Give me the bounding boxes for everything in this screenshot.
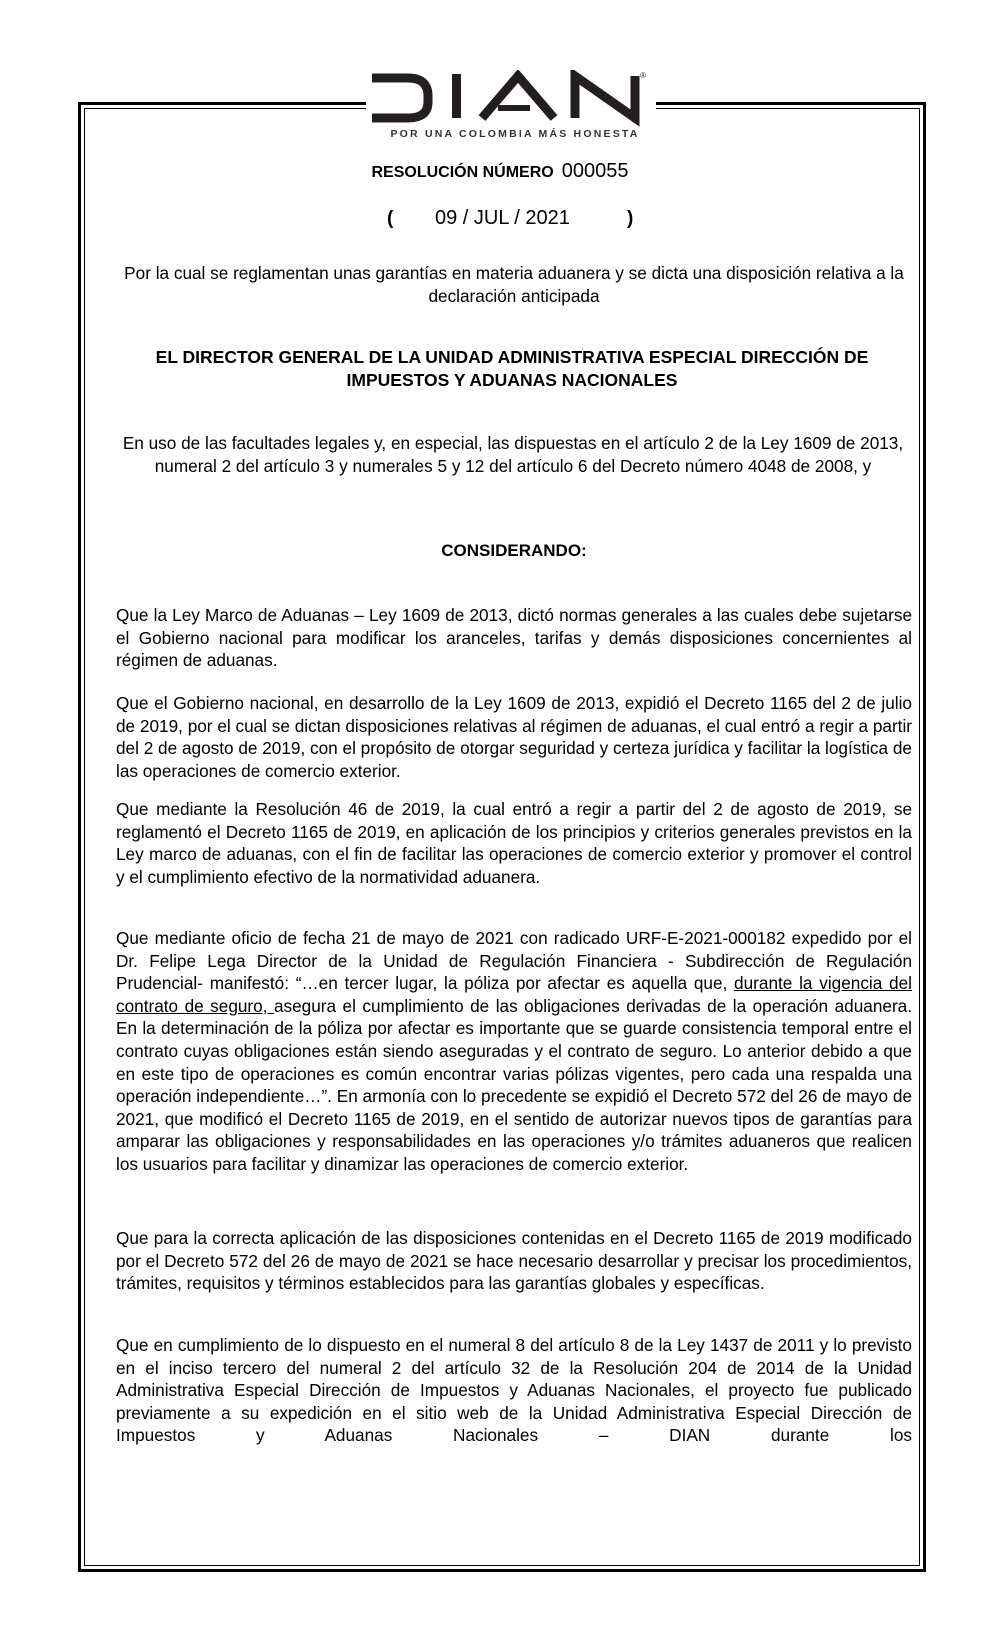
considerando-heading: CONSIDERANDO: bbox=[441, 541, 587, 560]
paragraph-text bbox=[116, 927, 912, 1176]
date-close-paren: ) bbox=[627, 208, 634, 229]
paragraph-1 bbox=[116, 604, 912, 672]
registered-mark: ® bbox=[640, 71, 646, 80]
resolution-label: RESOLUCIÓN NÚMERO bbox=[371, 164, 554, 181]
paragraph-text: Que para la correcta aplicación de las disposiciones contenidas en el Decreto 1165 de 2019 modificado por el Decreto 572 del 26 de mayo de 2021 se hace necesario desarrollar y precisar los procedimientos, trámites, requisitos y términos establecidos para las garantías globales y específicas. bbox=[116, 1228, 912, 1294]
paragraph-2 bbox=[116, 692, 912, 782]
resolution-number: 000055 bbox=[561, 160, 629, 182]
resolution-date-line bbox=[387, 207, 637, 237]
dian-logo-mark bbox=[370, 70, 660, 130]
paragraph-4-after: asegura el cumplimiento de las obligaciones derivadas de la operación aduanera. En la determinación de la póliza por afectar es importante que se guarde consistencia temporal entre el contrato cuyas obligaciones están siendo aseguradas y el contrato de seguro. Lo anterior debido a que en este tipo de operaciones es común encontrar varias pólizas vigentes, pero cada una respalda una operación independiente…”. En armonía con lo precedente se expidió el Decreto 572 del 26 de mayo de 2021, que modificó el Decreto 1165 de 2019, en el sentido de autorizar nuevos tipos de garantías para amparar las obligaciones y responsabilidades en las operaciones y/o trámites aduaneros que realicen los usuarios para facilitar y dinamizar las operaciones de comercio exterior. bbox=[116, 995, 912, 1174]
paragraph-3 bbox=[116, 798, 912, 888]
legal-powers: En uso de las facultades legales y, en especial, las dispuestas en el artículo 2 de la Ley 1609 de 2013, numeral 2 del artículo 3 y numerales 5 y 12 del artículo 6 del Decreto número 4048 de 2008, y bbox=[122, 433, 904, 476]
underlined-quote: durante la vigencia del contrato de seguro, bbox=[116, 973, 912, 1016]
date-open-paren: ( bbox=[387, 208, 394, 229]
paragraph-5 bbox=[116, 1227, 912, 1295]
paragraph-4 bbox=[116, 927, 912, 1176]
resolution-subject: Por la cual se reglamentan unas garantías en materia aduanera y se dicta una disposición relativa a la declaración anticipada bbox=[124, 263, 904, 306]
resolution-number-line bbox=[0, 160, 1000, 183]
paragraph-text: Que en cumplimiento de lo dispuesto en el numeral 8 del artículo 8 de la Ley 1437 de 2011 y lo previsto en el inciso tercero del numeral 2 del artículo 32 de la Resolución 204 de 2014 de la Unidad Administrativa Especial Dirección de Impuestos y Aduanas Nacionales, el proyecto fue publicado previamente a su expedición en el sitio web de la Unidad Administrativa Especial Dirección de Impuestos y Aduanas Nacionales – DIAN durante los bbox=[116, 1335, 912, 1446]
issuing-authority: EL DIRECTOR GENERAL DE LA UNIDAD ADMINISTRATIVA ESPECIAL DIRECCIÓN DE IMPUESTOS Y ADUANAS NACIONALES bbox=[155, 347, 869, 390]
logo-tagline: POR UNA COLOMBIA MÁS HONESTA bbox=[390, 128, 640, 140]
paragraph-text: Que mediante la Resolución 46 de 2019, la cual entró a regir a partir del 2 de agosto de 2019, se reglamentó el Decreto 1165 de 2019, en aplicación de los principios y criterios generales previstos en la Ley marco de aduanas, con el fin de facilitar las operaciones de comercio exterior y promover el control y el cumplimiento efectivo de la normatividad aduanera. bbox=[116, 799, 912, 887]
paragraph-text: Que la Ley Marco de Aduanas – Ley 1609 de 2013, dictó normas generales a las cuales debe sujetarse el Gobierno nacional para modificar los aranceles, tarifas y demás disposiciones concernientes al régimen de aduanas. bbox=[116, 605, 912, 671]
resolution-date: 09 / JUL / 2021 bbox=[435, 207, 570, 229]
paragraph-text: Que el Gobierno nacional, en desarrollo de la Ley 1609 de 2013, expidió el Decreto 1165 del 2 de julio de 2019, por el cual se dictan disposiciones relativas al régimen de aduanas, el cual entró a regir a partir del 2 de agosto de 2019, con el propósito de otorgar seguridad y certeza jurídica y facilitar la logística de las operaciones de comercio exterior. bbox=[116, 693, 912, 781]
paragraph-6 bbox=[116, 1334, 912, 1447]
paragraph-4-before: Que mediante oficio de fecha 21 de mayo de 2021 con radicado URF-E-2021-000182 expedido por el Dr. Felipe Lega Director de la Unidad de Regulación Financiera - Subdirección de Regulación Prudencial- manifestó: “…en tercer lugar, la póliza por afectar es aquella que, bbox=[116, 928, 912, 994]
